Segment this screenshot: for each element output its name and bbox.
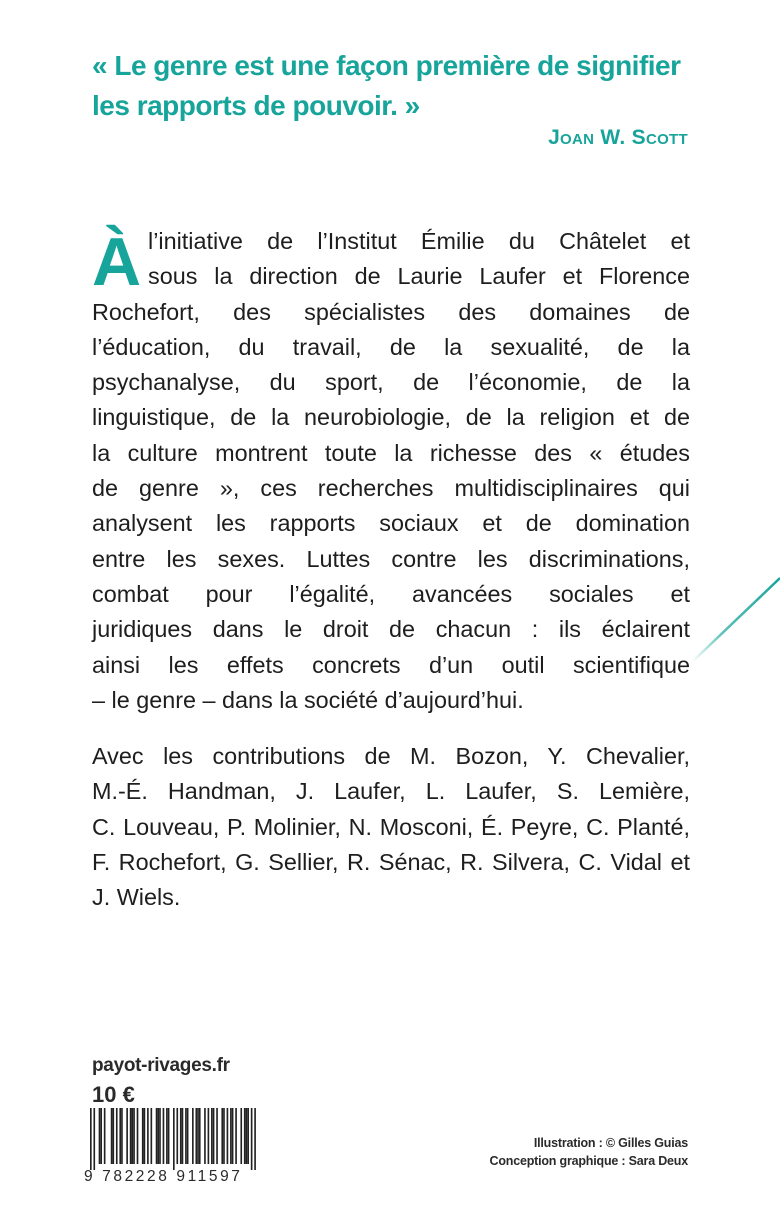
paragraph-line: ainsi les effets concrets d’un outil scientifique — [92, 651, 690, 678]
contributors-line: F. Rochefort, G. Sellier, R. Sénac, R. Silvera, C. Vidal et — [92, 848, 690, 875]
illustration-credit: Illustration : © Gilles Guias — [533, 1136, 688, 1150]
barcode-icon — [90, 1108, 256, 1170]
drop-cap-letter: À — [92, 224, 142, 300]
paragraph-line: linguistique, de la neurobiologie, de la religion et de — [92, 404, 690, 431]
paragraph-line: – le genre – dans la société d’aujourd’hui. — [92, 686, 524, 713]
quote-line: les rapports de pouvoir. » — [92, 90, 420, 121]
paragraph-line: entre les sexes. Luttes contre les discriminations, — [92, 545, 690, 572]
contributors-line: C. Louveau, P. Molinier, N. Mosconi, É. Peyre, C. Planté, — [92, 813, 690, 840]
paragraph-line: combat pour l’égalité, avancées sociales et — [92, 580, 690, 607]
publisher-website: payot-rivages.fr — [92, 1055, 230, 1076]
paragraph-line: juridiques dans le droit de chacun : ils éclairent — [92, 616, 690, 643]
paragraph-line: l’éducation, du travail, de la sexualité, de la — [92, 333, 690, 360]
paragraph-line: Rochefort, des spécialistes des domaines de — [92, 298, 690, 325]
contributors-line: Avec les contributions de M. Bozon, Y. Chevalier, — [92, 743, 690, 769]
credits-block — [490, 1134, 689, 1170]
paragraph-line: la culture montrent toute la richesse des « études — [92, 439, 690, 466]
price-label: 10 € — [92, 1082, 135, 1107]
description-paragraph — [92, 224, 690, 718]
quote-line: « Le genre est une façon première de signifier — [92, 50, 681, 81]
isbn-number: 9 782228 911597 — [84, 1168, 243, 1185]
contributors-paragraph — [92, 739, 690, 915]
paragraph-line: psychanalyse, du sport, de l’économie, de la — [92, 369, 690, 396]
design-credit: Conception graphique : Sara Deux — [489, 1154, 688, 1168]
paragraph-line: l’initiative de l’Institut Émilie du Châtelet et — [148, 228, 690, 254]
paragraph-line: sous la direction de Laurie Laufer et Florence — [148, 263, 690, 290]
paragraph-line: de genre », ces recherches multidisciplinaires qui — [92, 475, 690, 502]
contributors-line: M.-É. Handman, J. Laufer, L. Laufer, S. Lemière, — [92, 778, 690, 805]
contributors-line: J. Wiels. — [92, 884, 181, 911]
epigraph-quote — [92, 46, 712, 126]
paragraph-line: analysent les rapports sociaux et de domination — [92, 510, 690, 537]
quote-author: Joan W. Scott — [548, 126, 688, 149]
